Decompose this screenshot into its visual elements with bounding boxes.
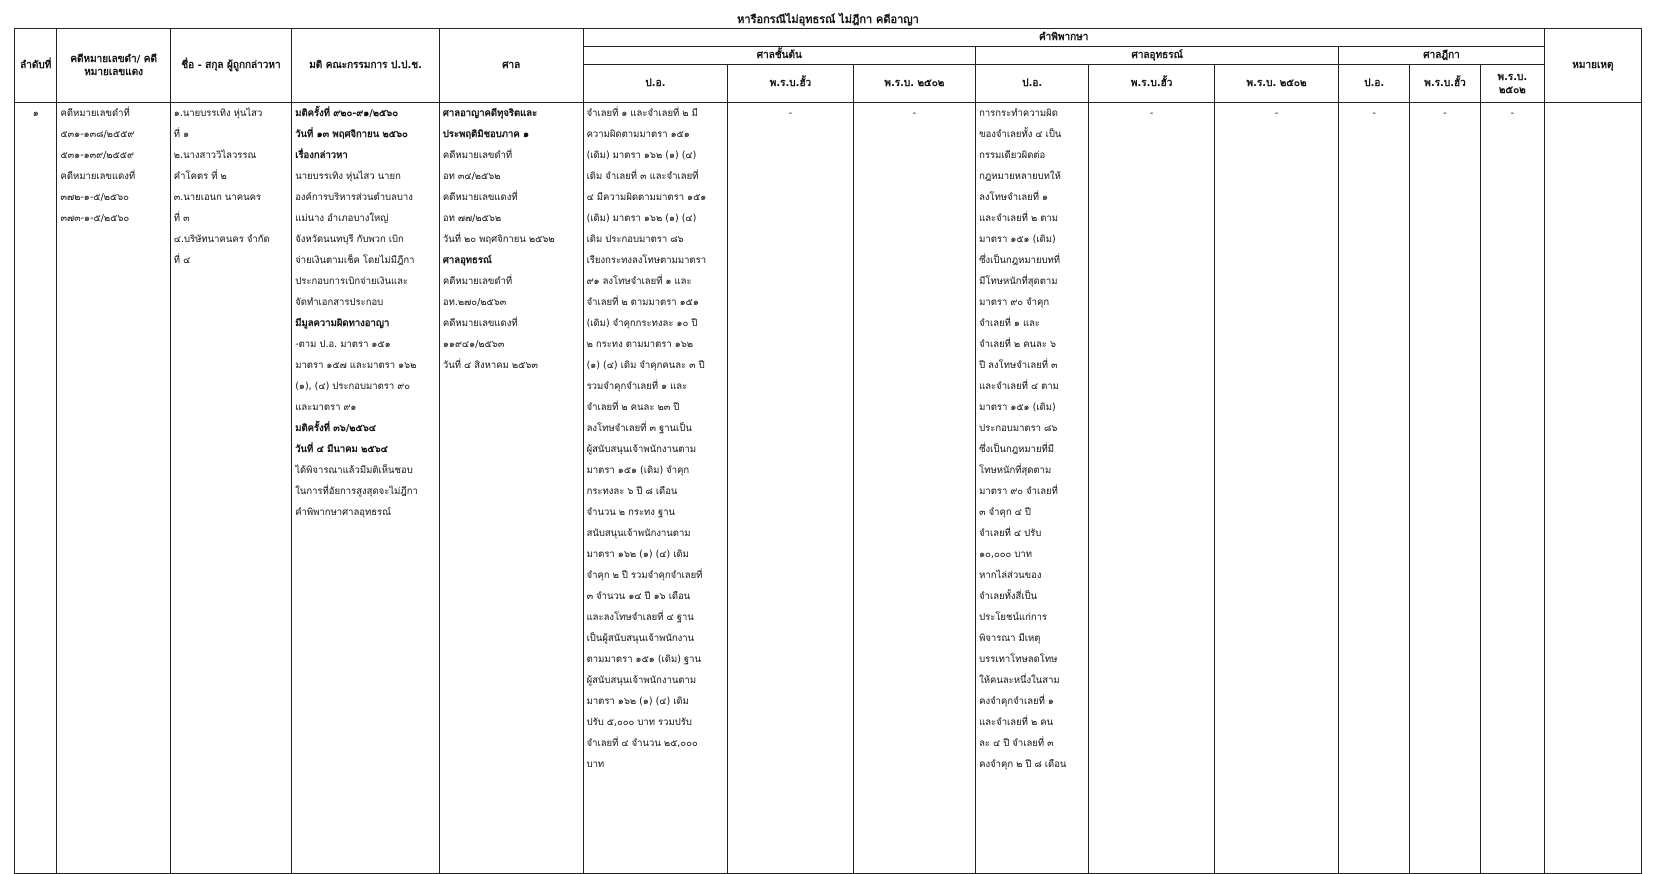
text-line: มาตรา ๑๕๑ (เดิม) xyxy=(979,402,1056,413)
text-line: (เดิม) มาตรา ๑๖๒ (๑) (๔) xyxy=(586,150,697,161)
text-line: ๕๓๑-๑๓๘/๒๕๕๙ xyxy=(60,129,135,140)
text-line: ได้พิจารณาแล้วมีมติเห็นชอบ xyxy=(295,465,413,476)
text-line: คำโคตร ที่ ๒ xyxy=(173,171,227,182)
text-line: จำเลยที่ ๒ คนละ ๒๓ ปี xyxy=(586,402,680,413)
text-line: เป็นผู้สนับสนุนเจ้าพนักงาน xyxy=(586,633,695,644)
text-line: มาตรา ๑๖๒ (๑) (๔) เดิม xyxy=(586,696,689,707)
text-line: จำเลยที่ ๑ และ xyxy=(979,318,1041,329)
text-line: ๓ จำคุก ๔ ปี xyxy=(979,507,1031,518)
cell-supreme-prb2502: - xyxy=(1480,103,1544,874)
cell-names xyxy=(170,103,291,874)
header-case-no: คดีหมายเลขดำ/ คดีหมายเลขแดง xyxy=(57,29,170,103)
text-line: คดีหมายเลขแดงที่ xyxy=(60,171,136,182)
text-line: (๑), (๔) ประกอบมาตรา ๙๐ xyxy=(295,381,411,392)
text-line: ตามมาตรา ๑๕๑ (เดิม) ฐาน xyxy=(586,654,702,665)
text-line: ซึ่งเป็นกฎหมายบทที่ xyxy=(979,255,1061,266)
cell-case-no xyxy=(57,103,170,874)
text-line: พิจารณา มีเหตุ xyxy=(979,633,1041,644)
header-supreme-pa: ป.อ. xyxy=(1339,65,1410,103)
text-line: ๓ จำนวน ๑๔ ปี ๑๖ เดือน xyxy=(586,591,691,602)
text-line: จำเลยที่ ๒ คนละ ๖ xyxy=(979,339,1057,350)
text-line: ๑.นายบรรเทิง หุ่นไสว xyxy=(173,108,263,119)
text-line: ศาลอาญาคดีทุจริตและ xyxy=(442,108,538,119)
text-line: ๓๗๓-๑-๕/๒๕๖๐ xyxy=(60,213,130,224)
text-line: (๑) (๔) เดิม จำคุกคนละ ๓ ปี xyxy=(586,360,705,371)
header-supreme-prbua: พ.ร.บ.ฮั้ว xyxy=(1410,65,1481,103)
text-line: อท.๒๗๐/๒๕๖๓ xyxy=(442,297,507,308)
text-line: เดิม จำเลยที่ ๓ และจำเลยที่ xyxy=(586,171,699,182)
header-first-court: ศาลชั้นต้น xyxy=(583,47,976,65)
text-line: ๓.นายเอนก นาคนคร xyxy=(173,192,262,203)
header-appeal-court: ศาลอุทธรณ์ xyxy=(976,47,1339,65)
text-line: ในการที่อัยการสูงสุดจะไม่ฎีกา xyxy=(295,486,418,497)
text-line: รวมจำคุกจำเลยที่ ๑ และ xyxy=(586,381,688,392)
text-line: ที่ ๔ xyxy=(173,255,191,266)
text-line: สนับสนุนเจ้าพนักงานตาม xyxy=(586,528,691,539)
text-line: ผู้สนับสนุนเจ้าพนักงานตาม xyxy=(586,675,697,686)
text-line: วันที่ ๔ มีนาคม ๒๕๖๔ xyxy=(295,444,388,455)
text-line: กระทงละ ๖ ปี ๘ เดือน xyxy=(586,486,678,497)
text-line: เดิม ประกอบมาตรา ๘๖ xyxy=(586,234,684,245)
text-line: วันที่ ๑๓ พฤศจิกายน ๒๕๖๐ xyxy=(295,129,408,140)
text-line: ๔.บริษัทนาคนคร จำกัด xyxy=(173,234,270,245)
text-line: คงจำคุกจำเลยที่ ๑ xyxy=(979,696,1054,707)
text-line: โทษหนักที่สุดตาม xyxy=(979,465,1052,476)
header-first-pa: ป.อ. xyxy=(583,65,728,103)
text-line: มติครั้งที่ ๓๖/๒๕๖๔ xyxy=(295,423,376,434)
text-line: อท ๗๗/๒๕๖๒ xyxy=(442,213,502,224)
text-line: ประพฤติมิชอบภาค ๑ xyxy=(442,129,530,140)
header-resolution: มติ คณะกรรมการ ป.ป.ช. xyxy=(292,29,440,103)
cell-supreme-prbua: - xyxy=(1410,103,1481,874)
header-appeal-prbua: พ.ร.บ.ฮั้ว xyxy=(1089,65,1214,103)
header-supreme-court: ศาลฎีกา xyxy=(1339,47,1544,65)
header-supreme-prb2502: พ.ร.บ. ๒๕๐๒ xyxy=(1480,65,1544,103)
text-line: หากไล่ส่วนของ xyxy=(979,570,1042,581)
text-line: และมาตรา ๙๑ xyxy=(295,402,357,413)
text-line: ซึ่งเป็นกฎหมายที่มี xyxy=(979,444,1055,455)
text-line: ที่ ๓ xyxy=(173,213,190,224)
text-line: จัดทำเอกสารประกอบ xyxy=(295,297,384,308)
cell-appeal-prbua: - xyxy=(1089,103,1214,874)
cell-first-prbua: - xyxy=(728,103,853,874)
cell-supreme-pa: - xyxy=(1339,103,1410,874)
text-line: องค์การบริหารส่วนตำบลบาง xyxy=(295,192,413,203)
text-line: คงจำคุก ๒ ปี ๘ เดือน xyxy=(979,759,1067,770)
header-seq: ลำดับที่ xyxy=(15,29,57,103)
text-line: คดีหมายเลขแดงที่ xyxy=(442,318,518,329)
text-line: กฎหมายหลายบทให้ xyxy=(979,171,1061,182)
text-line: ให้คนละหนึ่งในสาม xyxy=(979,675,1060,686)
cell-resolution xyxy=(292,103,440,874)
text-line: ๒ กระทง ตามมาตรา ๑๖๒ xyxy=(586,339,694,350)
text-line: จำเลยทั้งสี่เป็น xyxy=(979,591,1038,602)
cell-appeal-prb2502: - xyxy=(1214,103,1338,874)
cell-court xyxy=(439,103,583,874)
text-line: ประโยชน์แก่การ xyxy=(979,612,1048,623)
text-line: นายบรรเทิง หุ่นไสว นายก xyxy=(295,171,401,182)
header-judgment: คำพิพากษา xyxy=(583,29,1544,47)
text-line: คดีหมายเลขดำที่ xyxy=(60,108,130,119)
text-line: ผู้สนับสนุนเจ้าพนักงานตาม xyxy=(586,444,697,455)
header-first-prb2502: พ.ร.บ. ๒๕๐๒ xyxy=(853,65,975,103)
text-line: ของจำเลยทั้ง ๔ เป็น xyxy=(979,129,1062,140)
judgment-table xyxy=(14,28,1642,874)
text-line: มาตรา ๑๕๗ และมาตรา ๑๖๒ xyxy=(295,360,417,371)
header-name: ชื่อ - สกุล ผู้ถูกกล่าวหา xyxy=(170,29,291,103)
document-title: หารือกรณีไม่อุทธรณ์ ไม่ฎีกา คดีอาญา xyxy=(737,13,919,26)
text-line: และจำเลยที่ ๒ คน xyxy=(979,717,1054,728)
text-line: ที่ ๑ xyxy=(173,129,190,140)
text-line: คดีหมายเลขแดงที่ xyxy=(442,192,518,203)
cell-seq: ๑ xyxy=(15,103,57,874)
text-line: ประกอบมาตรา ๘๖ xyxy=(979,423,1058,434)
text-line: ลงโทษจำเลยที่ ๑ xyxy=(979,192,1049,203)
text-line: ๙๑ ลงโทษจำเลยที่ ๑ และ xyxy=(586,276,692,287)
text-line: จำเลยที่ ๑ และจำเลยที่ ๒ มี xyxy=(586,108,698,119)
text-line: วันที่ ๔ สิงหาคม ๒๕๖๓ xyxy=(442,360,538,371)
text-line: ความผิดตามมาตรา ๑๕๑ xyxy=(586,129,690,140)
text-line: จำเลยที่ ๔ จำนวน ๒๕,๐๐๐ xyxy=(586,738,698,749)
text-line: กรรมเดียวผิดต่อ xyxy=(979,150,1046,161)
text-line: คำพิพากษาศาลอุทธรณ์ xyxy=(295,507,391,518)
text-line: ๑๑๙๔๑/๒๕๖๓ xyxy=(442,339,505,350)
text-line: ปรับ ๕,๐๐๐ บาท รวมปรับ xyxy=(586,717,692,728)
text-line: มีโทษหนักที่สุดตาม xyxy=(979,276,1058,287)
text-line: (เดิม) จำคุกกระทงละ ๑๐ ปี xyxy=(586,318,698,329)
text-line: วันที่ ๒๐ พฤศจิกายน ๒๕๖๒ xyxy=(442,234,555,245)
cell-remarks xyxy=(1544,103,1641,874)
text-line: ๓๗๒-๑-๕/๒๕๖๐ xyxy=(60,192,129,203)
header-appeal-prb2502: พ.ร.บ. ๒๕๐๒ xyxy=(1214,65,1338,103)
table-row xyxy=(15,103,1642,874)
text-line: มติครั้งที่ ๙๒๐-๙๑/๒๕๖๐ xyxy=(295,108,399,119)
text-line: ๔ มีความผิดตามมาตรา ๑๕๑ xyxy=(586,192,707,203)
text-line: จำนวน ๒ กระทง ฐาน xyxy=(586,507,676,518)
text-line: บรรเทาโทษลดโทษ xyxy=(979,654,1058,665)
header-remarks: หมายเหตุ xyxy=(1544,29,1641,103)
cell-appeal-pa xyxy=(976,103,1089,874)
text-line: มาตรา ๙๐ จำคุก xyxy=(979,297,1050,308)
text-line: คดีหมายเลขดำที่ xyxy=(442,150,513,161)
text-line: มาตรา ๑๖๒ (๑) (๔) เดิม xyxy=(586,549,689,560)
text-line: จ่ายเงินตามเช็ค โดยไม่มีฎีกา xyxy=(295,255,415,266)
text-line: และจำเลยที่ ๔ ตาม xyxy=(979,381,1059,392)
text-line: มาตรา ๑๕๑ (เดิม) จำคุก xyxy=(586,465,690,476)
text-line: จำคุก ๒ ปี รวมจำคุกจำเลยที่ xyxy=(586,570,703,581)
cell-first-prb2502: - xyxy=(853,103,975,874)
text-line: และลงโทษจำเลยที่ ๔ ฐาน xyxy=(586,612,694,623)
text-line: บาท xyxy=(586,759,605,770)
text-line: ๑๐,๐๐๐ บาท xyxy=(979,549,1032,560)
text-line: ประกอบการเบิกจ่ายเงินและ xyxy=(295,276,409,287)
header-first-prbua: พ.ร.บ.ฮั้ว xyxy=(728,65,853,103)
text-line: คดีหมายเลขดำที่ xyxy=(442,276,513,287)
header-appeal-pa: ป.อ. xyxy=(976,65,1089,103)
text-line: ลงโทษจำเลยที่ ๓ ฐานเป็น xyxy=(586,423,692,434)
text-line: แม่นาง อำเภอบางใหญ่ xyxy=(295,213,389,224)
text-line: มาตรา ๙๐ จำเลยที่ xyxy=(979,486,1058,497)
text-line: จำเลยที่ ๔ ปรับ xyxy=(979,528,1042,539)
text-line: มีมูลความผิดทางอาญา xyxy=(295,318,390,329)
header-court: ศาล xyxy=(439,29,583,103)
text-line: ๕๓๑-๑๓๙/๒๕๕๙ xyxy=(60,150,134,161)
text-line: จำเลยที่ ๒ ตามมาตรา ๑๕๑ xyxy=(586,297,699,308)
text-line: ละ ๔ ปี จำเลยที่ ๓ xyxy=(979,738,1054,749)
text-line: ๒.นางสาววิไลวรรณ xyxy=(173,150,257,161)
text-line: -ตาม ป.อ. มาตรา ๑๕๑ xyxy=(295,339,391,350)
text-line: อท ๓๔/๒๕๖๒ xyxy=(442,171,501,182)
cell-first-pa xyxy=(583,103,728,874)
text-line: มาตรา ๑๕๑ (เดิม) xyxy=(979,234,1056,245)
text-line: เรื่องกล่าวหา xyxy=(295,150,348,161)
text-line: (เดิม) มาตรา ๑๖๒ (๑) (๔) xyxy=(586,213,697,224)
text-line: การกระทำความผิด xyxy=(979,108,1058,119)
text-line: และจำเลยที่ ๒ ตาม xyxy=(979,213,1059,224)
text-line: ปี ลงโทษจำเลยที่ ๓ xyxy=(979,360,1058,371)
text-line: เรียงกระทงลงโทษตามมาตรา xyxy=(586,255,707,266)
text-line: จังหวัดนนทบุรี กับพวก เบิก xyxy=(295,234,404,245)
text-line: ศาลอุทธรณ์ xyxy=(442,255,492,266)
